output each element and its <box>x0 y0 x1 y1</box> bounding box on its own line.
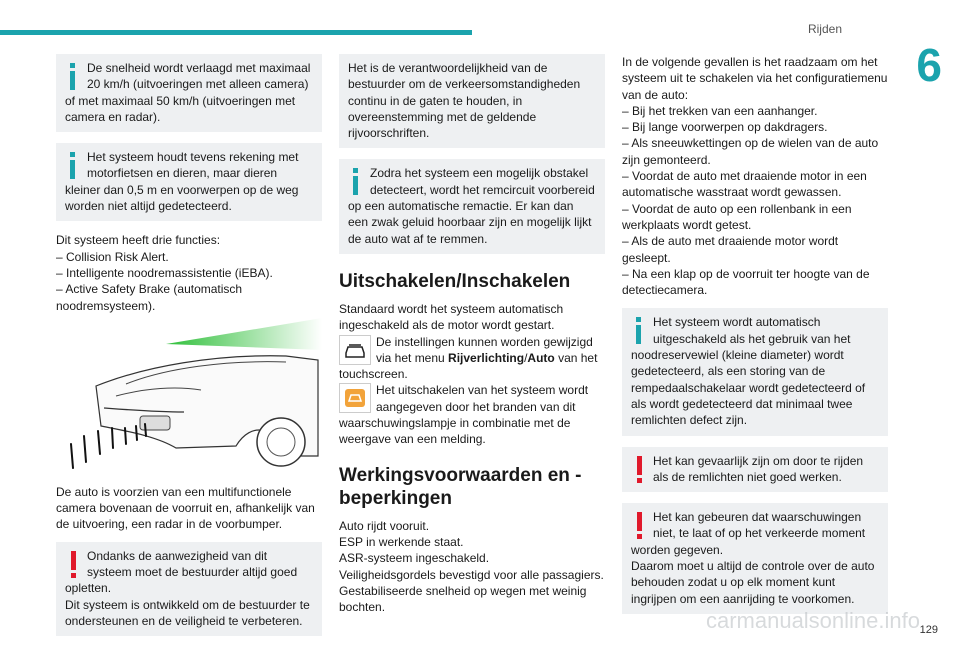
warning-note <box>622 447 888 493</box>
info-note-text: Het systeem houdt tevens rekening met motorfietsen en dieren, maar dieren kleiner dan 0,5 m en voorwerpen op de weg worden niet altijd gedetecteerd. <box>65 150 299 214</box>
info-icon <box>348 165 366 197</box>
list-item: – Voordat de auto op een rollenbank in een werkplaats wordt getest. <box>622 201 852 232</box>
list-item: Veiligheidsgordels bevestigd voor alle passagiers. <box>339 567 604 582</box>
list-item: – Bij lange voorwerpen op dakdragers. <box>622 120 828 135</box>
warning-note-text: Het kan gebeuren dat waarschuwingen niet, te laat of op het verkeerde moment worden gegeven. <box>631 510 866 557</box>
paragraph: Standaard wordt het systeem automatisch ingeschakeld als de motor wordt gestart. <box>339 301 564 333</box>
warning-icon <box>631 453 649 485</box>
description: De auto is voorzien van een multifunctionele camera bovenaan de voorruit en, afhankelijk van de uitvoering, een radar in de voorbumper. <box>56 484 315 532</box>
info-note-text: Zodra het systeem een mogelijk obstakel detecteert, wordt het remcircuit voorbereid op een automatische remactie. Er kan dan een zwak geluid hoorbaar zijn en mogelijk lijkt de auto wat af te remmen. <box>348 166 595 246</box>
list-item: – Als de auto met draaiende motor wordt gesleept. <box>622 234 839 265</box>
menu-text: De instellingen kunnen worden gewijzigd via het menu Rijverlichting/Auto van het touchscreen. <box>339 334 598 382</box>
note-box <box>339 54 605 148</box>
warning-lamp-instruction <box>339 382 605 447</box>
paragraph: In de volgende gevallen is het raadzaam om het systeem uit te schakelen via het configuratiemenu van de auto: <box>622 55 888 102</box>
info-icon <box>65 149 83 181</box>
section-title: Rijden <box>807 22 842 36</box>
warning-note-text: Ondanks de aanwezigheid van dit systeem moet de bestuurder altijd goed opletten. <box>65 548 298 596</box>
watermark: carmanualsonline.info <box>705 608 920 633</box>
heading-conditions: Werkingsvoorwaarden en -beperkingen <box>339 464 582 509</box>
car-radar-illustration <box>56 316 322 476</box>
page-number: 129 <box>919 624 938 636</box>
info-note-text: Het systeem wordt automatisch uitgeschakeld als het gebruik van het noodreservewiel (kleine diameter) wordt gedetecteerd, als een storing van de rempedaalschakelaar wordt gedetecteerd of als wordt gedetecteerd dat minimaal twee remlichten defect zijn. <box>631 315 866 428</box>
chapter-number: 6 <box>916 39 942 91</box>
list-item: ESP in werkende staat. <box>339 534 464 549</box>
column-3 <box>622 54 888 625</box>
info-note <box>339 159 605 253</box>
warning-note <box>622 503 888 614</box>
warning-icon <box>65 548 83 580</box>
warning-note-text: Dit systeem is ontwikkeld om de bestuurder te ondersteunen en de veiligheid te verbeteren. <box>65 597 310 628</box>
list-item: – Na een klap op de voorruit ter hoogte van de detectiecamera. <box>622 266 870 298</box>
list-item: ASR-systeem ingeschakeld. <box>339 551 490 566</box>
list-item: – Als sneeuwkettingen op de wielen van de auto zijn gemonteerd. <box>622 136 879 167</box>
list-item: – Collision Risk Alert. <box>56 249 169 264</box>
car-settings-icon <box>339 335 371 365</box>
heading-disable-enable: Uitschakelen/Inschakelen <box>339 270 571 292</box>
functions-intro: Dit systeem heeft drie functies: <box>56 233 221 248</box>
info-icon <box>65 60 83 92</box>
column-2 <box>339 54 605 615</box>
list-item: – Intelligente noodremassistentie (iEBA). <box>56 265 273 280</box>
warning-note-text: Daarom moet u altijd de controle over de auto behouden zodat u op elk moment kunt ingrijpen om een aanrijding te voorkomen. <box>631 559 875 606</box>
lamp-text: Het uitschakelen van het systeem wordt aangegeven door het branden van dit waarschuwingslampje in combinatie met de weergave van een melding. <box>339 383 589 447</box>
column-1 <box>56 54 322 647</box>
list-item: – Voordat de auto met draaiende motor in een automatische wasstraat wordt gewassen. <box>622 169 867 200</box>
list-item: Gestabiliseerde snelheid op wegen met weinig bochten. <box>339 583 587 615</box>
warning-note <box>56 542 322 636</box>
note-text: Het is de verantwoordelijkheid van de bestuurder om de verkeersomstandigheden continu in de gaten te houden, in overeenstemming met de geldende rijvoorschriften. <box>348 61 581 141</box>
list-item: Auto rijdt vooruit. <box>339 518 430 533</box>
warning-note-text: Het kan gevaarlijk zijn om door te rijden als de remlichten niet goed werken. <box>653 453 864 484</box>
warning-lamp-icon <box>339 383 371 413</box>
info-note <box>622 308 888 435</box>
list-item: – Active Safety Brake (automatisch noodremsysteem). <box>56 282 243 313</box>
info-note-text: De snelheid wordt verlaagd met maximaal 20 km/h (uitvoeringen met alleen camera) of met maximaal 50 km/h (uitvoeringen met camera en radar). <box>65 61 311 124</box>
info-icon <box>631 314 649 346</box>
info-note <box>56 143 322 221</box>
header-accent-bar <box>0 30 472 35</box>
menu-instruction <box>339 334 605 383</box>
info-note <box>56 54 322 132</box>
warning-icon <box>631 509 649 541</box>
list-item: – Bij het trekken van een aanhanger. <box>622 103 818 118</box>
